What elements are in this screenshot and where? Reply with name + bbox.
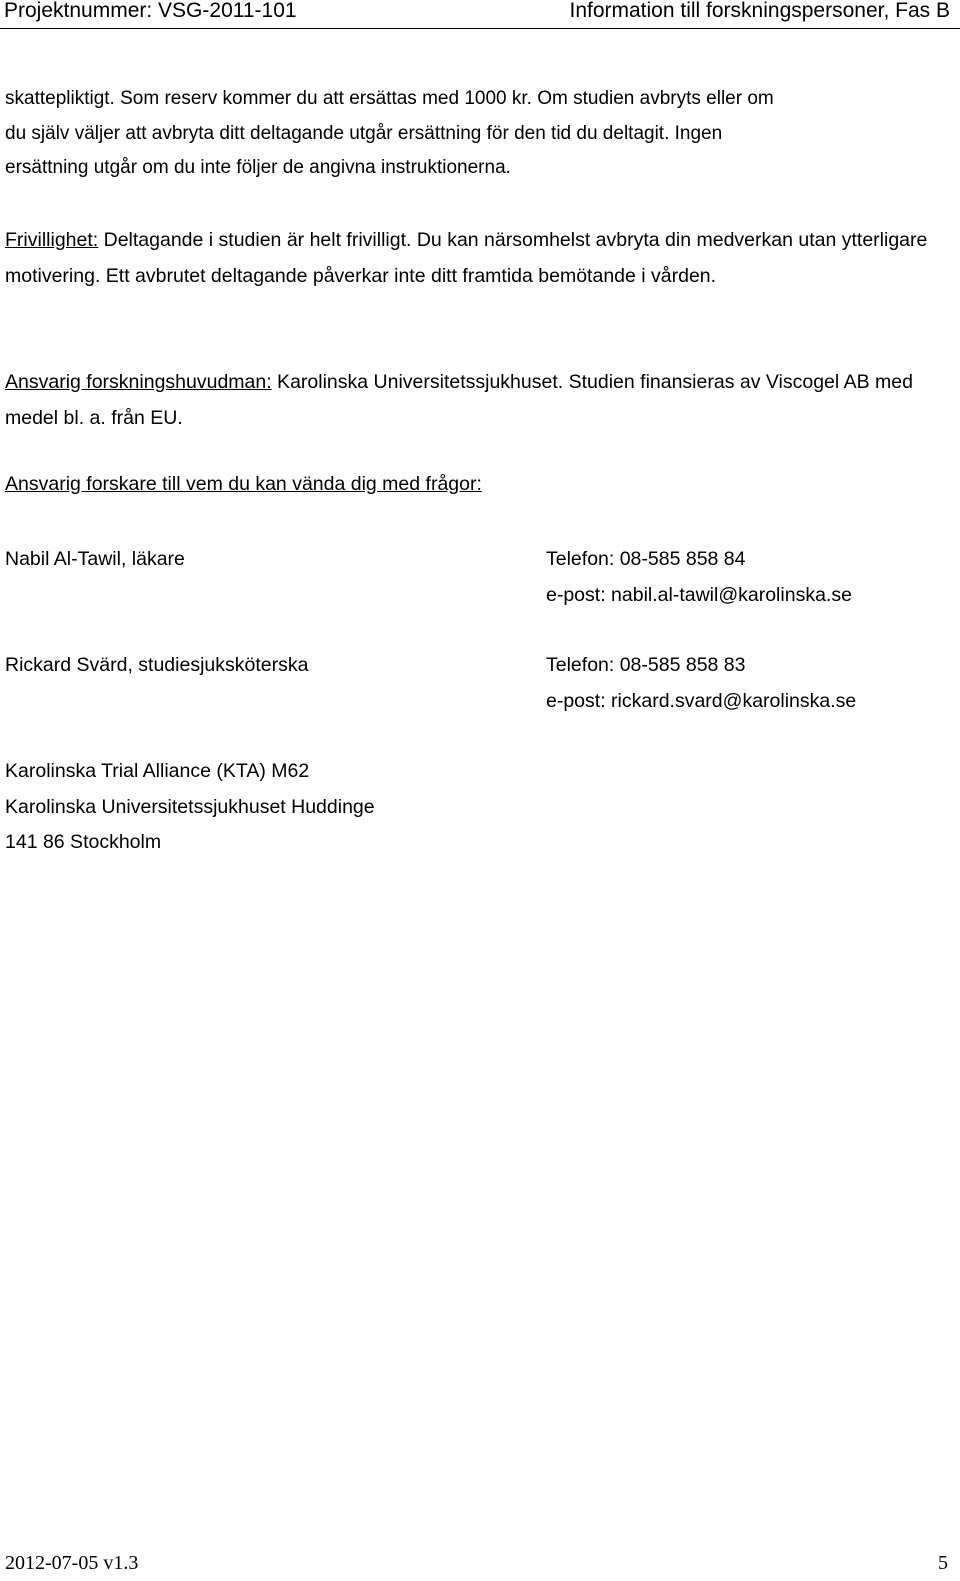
page-number: 5: [938, 1552, 948, 1574]
researchers-heading-text: Ansvarig forskare till vem du kan vända dig med frågor:: [5, 473, 482, 495]
voluntary-label: Frivillighet:: [5, 229, 99, 251]
document-version: 2012-07-05 v1.3: [5, 1552, 139, 1574]
compensation-line: ersättning utgår om du inte följer de angivna instruktionerna.: [5, 157, 511, 178]
document-title: Information till forskningspersoner, Fas B: [569, 0, 950, 22]
voluntary-paragraph: [5, 223, 950, 294]
compensation-line: du själv väljer att avbryta ditt deltagande utgår ersättning för den tid du deltagit. Ingen: [5, 122, 723, 144]
address-line: 141 86 Stockholm: [5, 831, 162, 853]
compensation-line: skattepliktigt. Som reserv kommer du att ersättas med 1000 kr. Om studien avbryts eller om: [5, 88, 774, 109]
sponsor-text: Karolinska Universitetssjukhuset. Studien finansieras av Viscogel AB med medel bl. a. från EU.: [5, 371, 913, 429]
compensation-paragraph: [5, 82, 950, 186]
address-line: Karolinska Universitetssjukhuset Huddinge: [5, 795, 375, 818]
contact-phone: Telefon: 08-585 858 83: [546, 654, 746, 676]
contact-email: e-post: nabil.al-tawil@karolinska.se: [546, 583, 852, 606]
contact-name: Nabil Al-Tawil, läkare: [5, 548, 185, 570]
contact-details: [546, 648, 856, 719]
project-number: Projektnummer: VSG-2011-101: [4, 0, 297, 22]
address-line: Karolinska Trial Alliance (KTA) M62: [5, 760, 310, 782]
address-block: [5, 754, 375, 861]
sponsor-paragraph: [5, 365, 950, 436]
researchers-heading: [5, 467, 950, 503]
contact-email: e-post: rickard.svard@karolinska.se: [546, 689, 857, 712]
page-footer: [0, 1548, 960, 1578]
voluntary-text: Deltagande i studien är helt frivilligt. Du kan närsomhelst avbryta din medverkan utan ytterligare motivering. Ett avbrutet deltagande påverkar inte ditt framtida bemötande i vården.: [5, 229, 928, 287]
sponsor-label: Ansvarig forskningshuvudman:: [5, 371, 272, 393]
contact-name: Rickard Svärd, studiesjuksköterska: [5, 654, 309, 676]
page-header: [0, 0, 960, 29]
contact-phone: Telefon: 08-585 858 84: [546, 548, 746, 570]
contact-details: [546, 542, 852, 613]
